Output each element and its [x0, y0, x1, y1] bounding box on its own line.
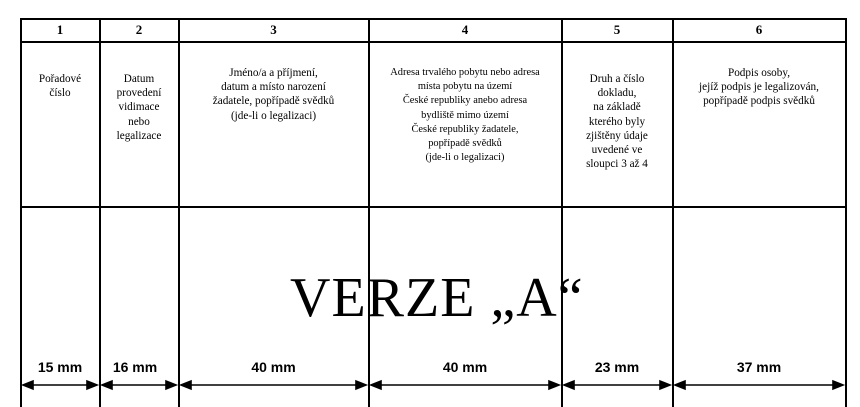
header-line: Podpis osoby, — [727, 67, 791, 79]
header-line: vidimace — [118, 101, 160, 114]
column-width-label: 40 mm — [442, 359, 488, 375]
header-line: žadatele, popřípadě svědků — [212, 95, 335, 108]
header-line: Datum — [123, 73, 155, 85]
column-number: 5 — [613, 22, 621, 37]
version-watermark: VERZE „A“ — [290, 267, 584, 329]
dimension-arrows — [0, 375, 860, 395]
arrowhead-right-icon — [356, 381, 366, 389]
header-row-border — [20, 206, 846, 208]
arrowhead-left-icon — [102, 381, 112, 389]
header-line: bydliště mimo území — [421, 109, 509, 121]
column-width-label: 23 mm — [594, 359, 640, 375]
column-number: 2 — [135, 22, 143, 37]
header-line: Adresa trvalého pobytu nebo adresa — [390, 67, 540, 78]
header-line: popřípadě svědků — [428, 138, 502, 150]
header-line: (jde-li o legalizaci) — [230, 109, 317, 122]
column-number: 1 — [56, 22, 64, 37]
header-line: místa pobytu na území — [417, 81, 513, 93]
column-header-address — [369, 66, 561, 165]
header-line: nebo — [128, 115, 150, 128]
column-number: 6 — [755, 22, 763, 37]
header-line: uvedené ve — [591, 144, 643, 157]
arrowhead-right-icon — [166, 381, 176, 389]
header-line: jejíž podpis je legalizován, — [699, 81, 819, 94]
header-line: (jde-li o legalizaci) — [425, 152, 505, 164]
column-width-label: 16 mm — [112, 359, 158, 375]
header-line: Jméno/a a příjmení, — [229, 67, 318, 79]
column-width-label: 37 mm — [736, 359, 782, 375]
header-line: České republiky žadatele, — [411, 123, 519, 135]
column-border — [845, 18, 847, 407]
arrowhead-left-icon — [564, 381, 574, 389]
column-width-label: 40 mm — [251, 359, 296, 375]
arrowhead-right-icon — [833, 381, 843, 389]
column-header-date — [100, 72, 178, 143]
arrowhead-left-icon — [371, 381, 381, 389]
column-number: 4 — [461, 22, 469, 37]
column-header-order-number — [21, 72, 99, 100]
arrowhead-right-icon — [87, 381, 97, 389]
header-line: Pořadové — [38, 73, 82, 85]
header-line: dokladu, — [597, 87, 637, 100]
header-line: Druh a číslo — [589, 73, 645, 85]
header-line: sloupci 3 až 4 — [586, 158, 648, 171]
header-line: na základě — [593, 101, 641, 114]
header-line: datum a místo narození — [221, 81, 326, 94]
arrowhead-left-icon — [675, 381, 685, 389]
header-line: číslo — [49, 87, 71, 100]
header-line: kterého byly — [588, 115, 646, 128]
header-line: provedení — [116, 87, 162, 100]
header-line: zjištěny údaje — [586, 129, 648, 142]
column-header-document — [562, 72, 672, 171]
column-number: 3 — [270, 22, 277, 37]
arrowhead-left-icon — [181, 381, 191, 389]
column-header-signature — [673, 66, 845, 109]
arrowhead-right-icon — [549, 381, 559, 389]
header-line: České republiky anebo adresa — [402, 95, 528, 107]
number-row-border — [20, 41, 846, 43]
header-line: popřípadě podpis svědků — [703, 95, 815, 108]
arrowhead-right-icon — [660, 381, 670, 389]
column-header-name — [179, 66, 368, 123]
arrowhead-left-icon — [23, 381, 33, 389]
header-line: legalizace — [116, 129, 162, 142]
column-width-label: 15 mm — [37, 359, 83, 375]
